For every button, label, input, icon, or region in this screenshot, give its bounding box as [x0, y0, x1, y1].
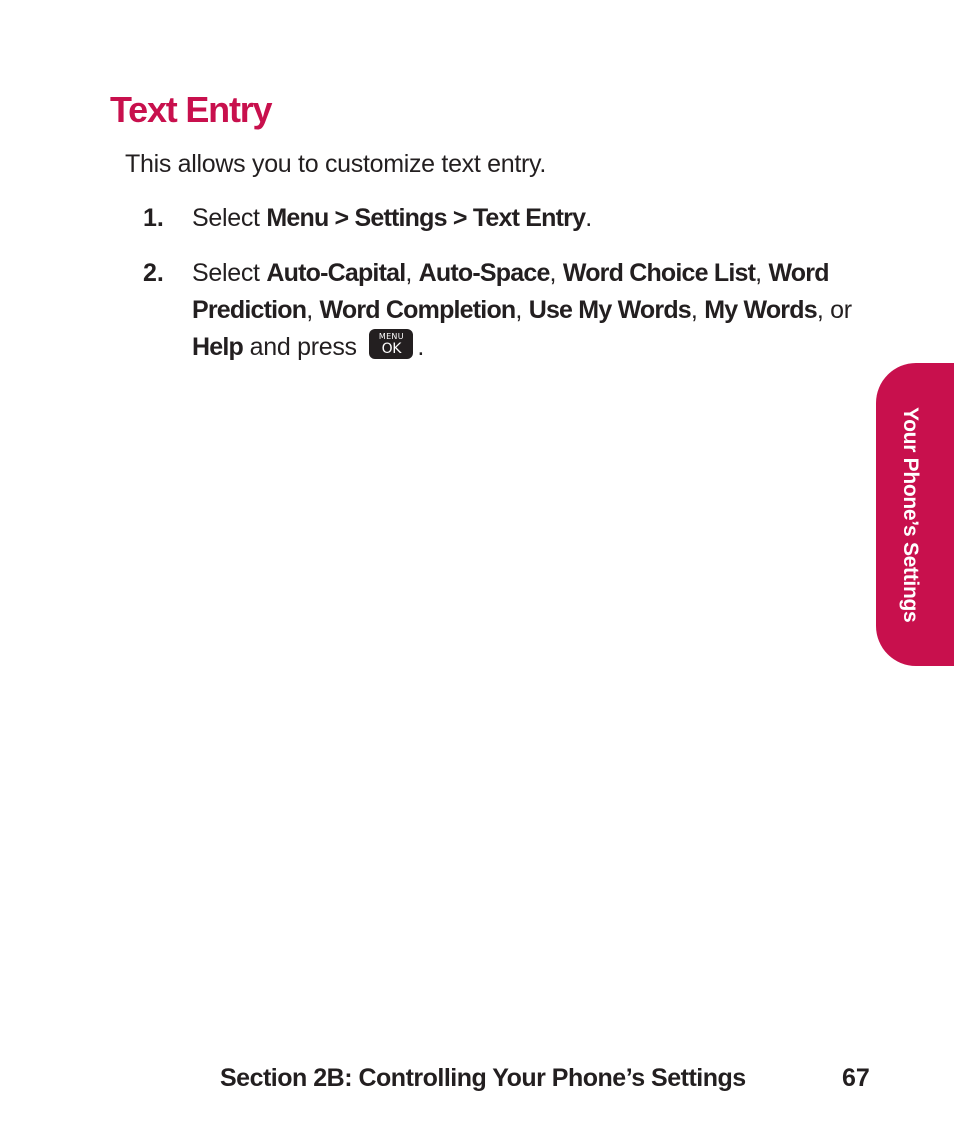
footer-section-title: Section 2B: Controlling Your Phone’s Settings	[220, 1064, 746, 1092]
intro-text: This allows you to customize text entry.	[125, 150, 547, 178]
instruction-text: ,	[690, 296, 705, 324]
steps-list	[143, 200, 863, 384]
instruction-text: ,	[306, 296, 320, 324]
instruction-text: .	[417, 333, 425, 361]
menu-option-label: Menu > Settings > Text Entry	[266, 204, 586, 232]
step-text	[192, 255, 863, 366]
menu-option-label: Help	[192, 333, 243, 361]
instruction-text: Select	[192, 259, 267, 287]
menu-ok-key-main-label: OK	[381, 341, 402, 357]
menu-option-label: Auto-Capital	[266, 259, 406, 287]
instruction-text: Select	[192, 204, 267, 232]
menu-option-label: Word Choice List	[562, 259, 756, 287]
menu-ok-key-icon	[369, 329, 413, 359]
instruction-text: ,	[755, 259, 769, 287]
section-side-tab	[876, 363, 954, 666]
instruction-text: ,	[549, 259, 563, 287]
instruction-text: , or	[816, 296, 852, 324]
menu-option-label: Word Prediction	[192, 259, 829, 324]
instruction-text: and press	[242, 333, 364, 361]
menu-option-label: Auto-Space	[418, 259, 550, 287]
step-item	[143, 255, 863, 366]
menu-ok-key-top-label: MENU	[378, 332, 404, 341]
step-text	[192, 200, 863, 237]
menu-option-label: Use My Words	[528, 296, 691, 324]
menu-option-label: Word Completion	[319, 296, 516, 324]
step-number: 2.	[143, 259, 164, 287]
instruction-text: ,	[405, 259, 419, 287]
page-title: Text Entry	[110, 89, 272, 130]
instruction-text: .	[585, 204, 592, 232]
page-number: 67	[842, 1064, 870, 1092]
step-number: 1.	[143, 204, 164, 232]
instruction-text: ,	[515, 296, 529, 324]
side-tab-label: Your Phone’s Settings	[899, 406, 922, 623]
menu-option-label: My Words	[704, 296, 817, 324]
step-item	[143, 200, 863, 237]
